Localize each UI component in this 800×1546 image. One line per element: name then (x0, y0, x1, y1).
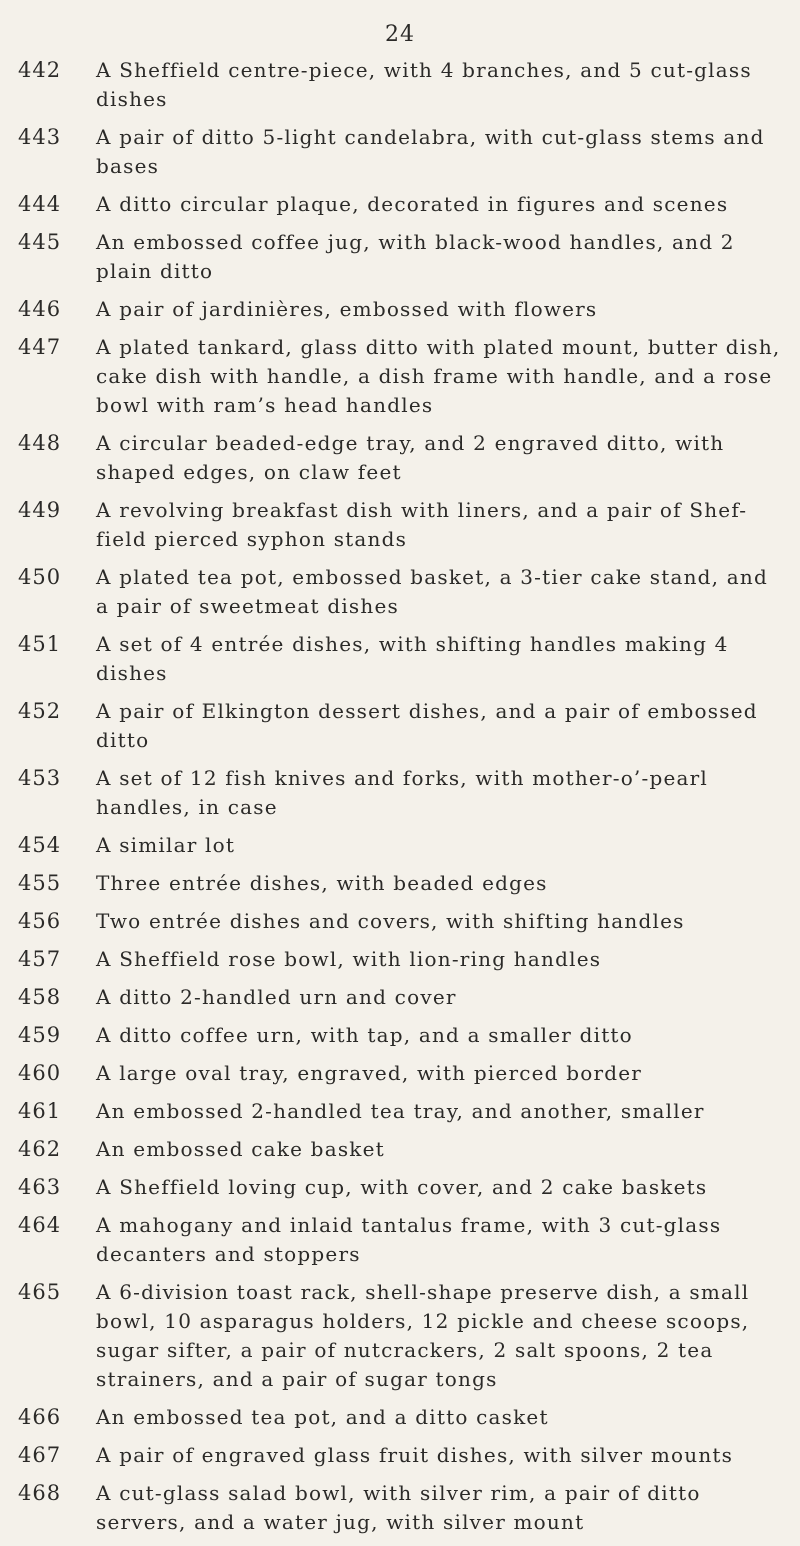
lot-description: An embossed cake basket (96, 1137, 385, 1161)
lot-description: A mahogany and inlaid tantalus frame, with 3 cut-glass decanters and stoppers (96, 1213, 722, 1266)
lot-description: A Sheffield loving cup, with cover, and 2 cake baskets (96, 1175, 708, 1199)
lot-number: 452 (18, 699, 62, 723)
lot-description: A Sheffield rose bowl, with lion-ring handles (96, 947, 602, 971)
lot-item (0, 945, 800, 974)
lot-item (0, 563, 800, 621)
lot-item (0, 1097, 800, 1126)
lot-number: 448 (18, 431, 62, 455)
lot-description: A revolving breakfast dish with liners, and a pair of Shef-field pierced syphon stands (96, 498, 748, 551)
lot-item (0, 1211, 800, 1269)
lot-item (0, 1173, 800, 1202)
lot-description: A ditto coffee urn, with tap, and a smaller ditto (96, 1023, 633, 1047)
lot-item (0, 429, 800, 487)
lot-item (0, 697, 800, 755)
lot-number: 459 (18, 1023, 62, 1047)
page-number: 24 (385, 22, 415, 47)
lot-item (0, 123, 800, 181)
lot-number: 451 (18, 632, 62, 656)
lot-number: 442 (18, 58, 62, 82)
lot-number: 462 (18, 1137, 62, 1161)
lot-number: 458 (18, 985, 62, 1009)
lot-number: 449 (18, 498, 62, 522)
lot-description: A ditto 2-handled urn and cover (96, 985, 457, 1009)
lot-item (0, 1135, 800, 1164)
lot-description: Three entrée dishes, with beaded edges (96, 871, 548, 895)
lot-number: 446 (18, 297, 62, 321)
lot-description: A similar lot (96, 833, 236, 857)
lot-number: 456 (18, 909, 62, 933)
lot-description: A ditto circular plaque, decorated in figures and scenes (96, 192, 729, 216)
lot-number: 466 (18, 1405, 62, 1429)
lot-number: 445 (18, 230, 62, 254)
lot-item (0, 190, 800, 219)
lot-description: A Sheffield centre-piece, with 4 branches, and 5 cut-glass dishes (96, 58, 752, 111)
lot-item (0, 496, 800, 554)
lot-number: 444 (18, 192, 62, 216)
lot-description: Two entrée dishes and covers, with shifting handles (96, 909, 685, 933)
lot-number: 467 (18, 1443, 62, 1467)
lot-number: 450 (18, 565, 62, 589)
lot-number: 460 (18, 1061, 62, 1085)
lot-item (0, 869, 800, 898)
lot-item (0, 228, 800, 286)
lot-number: 464 (18, 1213, 62, 1237)
lot-number: 461 (18, 1099, 62, 1123)
lot-item (0, 1059, 800, 1088)
lot-number: 455 (18, 871, 62, 895)
lot-number: 463 (18, 1175, 62, 1199)
lot-description: An embossed coffee jug, with black-wood handles, and 2 plain ditto (96, 230, 735, 283)
lot-item (0, 1278, 800, 1394)
lot-number: 457 (18, 947, 62, 971)
lot-description: A set of 12 fish knives and forks, with mother-o’-pearl handles, in case (96, 766, 708, 819)
lot-description: A plated tea pot, embossed basket, a 3-tier cake stand, and a pair of sweetmeat dishes (96, 565, 768, 618)
lot-item (0, 1021, 800, 1050)
lot-description: A 6-division toast rack, shell-shape preserve dish, a small bowl, 10 asparagus holders, 12 pickle and cheese scoops, sugar sifter, a pair of nutcrackers, 2 salt spoons, 2 tea strainers, and a pair of sugar tongs (96, 1280, 750, 1391)
lot-list (0, 56, 800, 1546)
lot-number: 447 (18, 335, 62, 359)
lot-description: A set of 4 entrée dishes, with shifting handles making 4 dishes (96, 632, 729, 685)
lot-item (0, 630, 800, 688)
lot-description: A pair of Elkington dessert dishes, and a pair of embossed ditto (96, 699, 758, 752)
lot-description: A plated tankard, glass ditto with plated mount, butter dish, cake dish with handle, a dish frame with handle, and a rose bowl with ram’s head handles (96, 335, 781, 417)
lot-item (0, 1479, 800, 1537)
lot-description: A large oval tray, engraved, with pierced border (96, 1061, 643, 1085)
lot-item (0, 983, 800, 1012)
lot-item (0, 1441, 800, 1470)
lot-number: 453 (18, 766, 62, 790)
lot-description: A pair of ditto 5-light candelabra, with cut-glass stems and bases (96, 125, 765, 178)
lot-description: An embossed tea pot, and a ditto casket (96, 1405, 549, 1429)
lot-item (0, 295, 800, 324)
lot-number: 443 (18, 125, 62, 149)
lot-item (0, 831, 800, 860)
lot-description: A pair of engraved glass fruit dishes, with silver mounts (96, 1443, 734, 1467)
lot-description: A circular beaded-edge tray, and 2 engraved ditto, with shaped edges, on claw feet (96, 431, 725, 484)
lot-description: A cut-glass salad bowl, with silver rim, a pair of ditto servers, and a water jug, with silver mount (96, 1481, 701, 1534)
lot-item (0, 333, 800, 420)
lot-description: A pair of jardinières, embossed with flowers (96, 297, 598, 321)
lot-item (0, 1403, 800, 1432)
lot-item (0, 764, 800, 822)
lot-number: 465 (18, 1280, 62, 1304)
lot-description: An embossed 2-handled tea tray, and another, smaller (96, 1099, 705, 1123)
lot-item (0, 907, 800, 936)
lot-number: 454 (18, 833, 62, 857)
lot-item (0, 56, 800, 114)
lot-number: 468 (18, 1481, 62, 1505)
